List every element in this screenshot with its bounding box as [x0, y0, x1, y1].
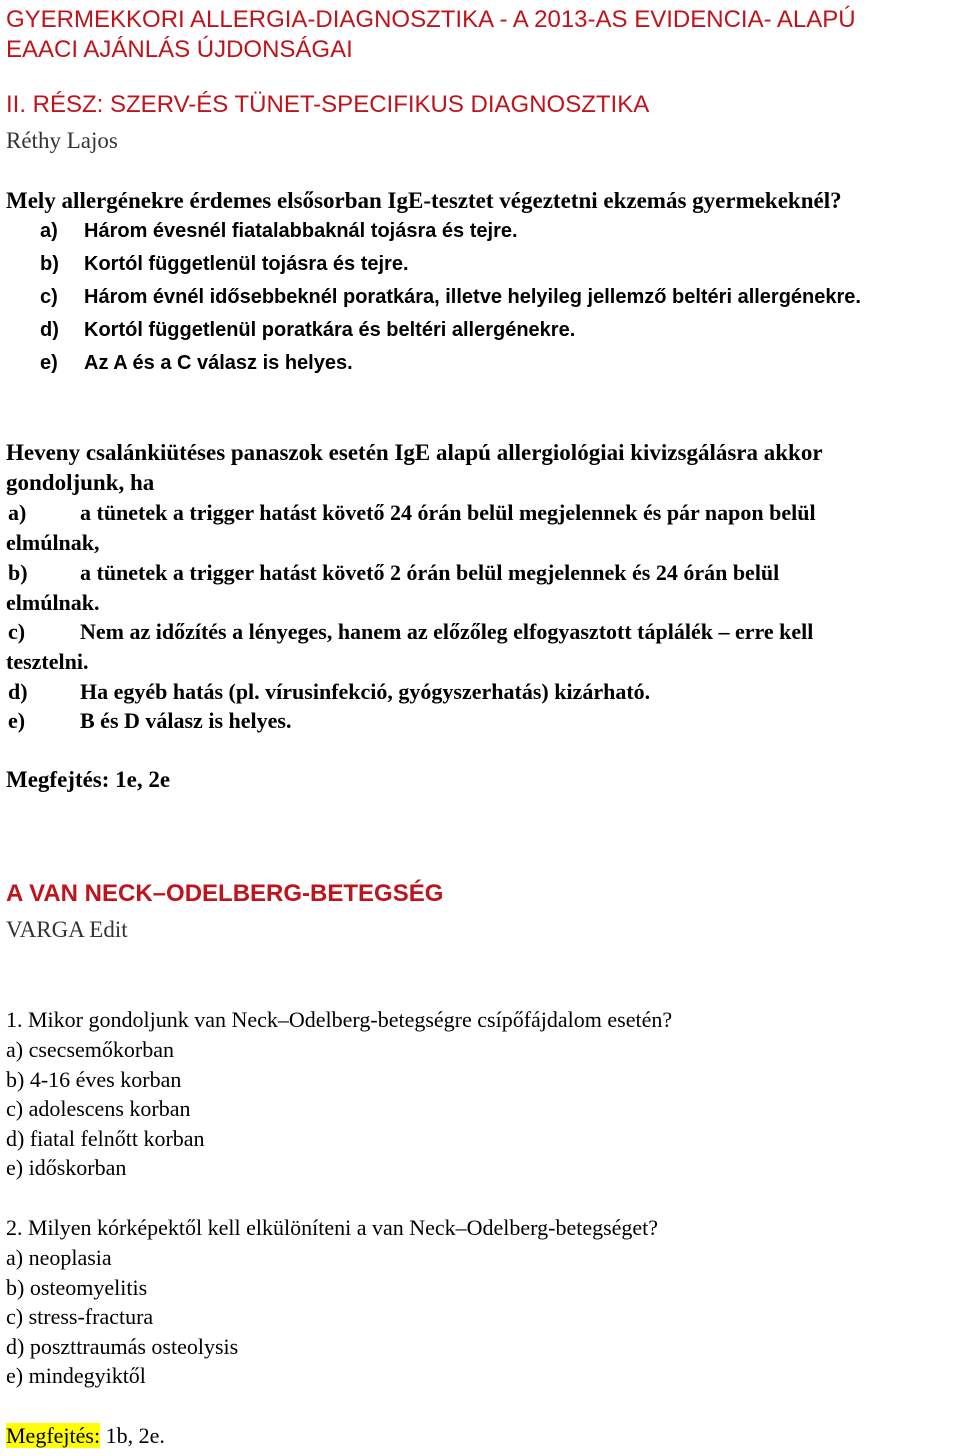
q3-option-d: d) fiatal felnőtt korban	[6, 1126, 205, 1151]
q2-option-b-cont: elmúlnak.	[6, 590, 100, 615]
q2-option-b	[0, 560, 960, 590]
q1-option-a	[0, 220, 960, 250]
section-author: VARGA Edit	[6, 917, 128, 942]
option-key: c)	[8, 619, 26, 644]
option-text: B és D válasz is helyes.	[80, 708, 292, 733]
q2-option-c-cont: tesztelni.	[6, 649, 89, 674]
option-key: c)	[40, 286, 58, 308]
q2-option-a	[0, 500, 960, 530]
option-key: d)	[40, 319, 59, 341]
q3-question: 1. Mikor gondoljunk van Neck–Odelberg-betegségre csípőfájdalom esetén?	[6, 1007, 673, 1032]
q3-option-e: e) időskorban	[6, 1155, 127, 1180]
q1-option-b	[0, 253, 960, 283]
option-text: Kortól függetlenül poratkára és beltéri allergénekre.	[84, 319, 576, 341]
option-key: b)	[40, 253, 59, 275]
document-title-line-1: GYERMEKKORI ALLERGIA-DIAGNOSZTIKA - A 2013-AS EVIDENCIA- ALAPÚ	[6, 6, 856, 33]
q2-question-line-1: Heveny csalánkiütéses panaszok esetén IgE alapú allergiológiai kivizsgálásra akkor	[6, 440, 823, 465]
option-text: Nem az időzítés a lényeges, hanem az előzőleg elfogyasztott táplálék – erre kell	[80, 619, 814, 644]
q4-question: 2. Milyen kórképektől kell elkülöníteni a van Neck–Odelberg-betegséget?	[6, 1215, 659, 1240]
option-text: Kortól függetlenül tojásra és tejre.	[84, 253, 409, 275]
q4-option-b: b) osteomyelitis	[6, 1275, 148, 1300]
q2-option-a-cont: elmúlnak,	[6, 530, 100, 555]
q1-option-d	[0, 319, 960, 349]
q4-option-e: e) mindegyiktől	[6, 1363, 146, 1388]
q2-option-d	[0, 679, 960, 709]
q1-option-e	[0, 352, 960, 382]
option-key: e)	[40, 352, 58, 374]
option-text: Három évnél idősebbeknél poratkára, illetve helyileg jellemző beltéri allergénekre.	[84, 286, 861, 308]
q2-question-line-2: gondoljunk, ha	[6, 470, 155, 495]
q3-option-c: c) adolescens korban	[6, 1096, 191, 1121]
option-text: a tünetek a trigger hatást követő 24 órán belül megjelennek és pár napon belül	[80, 500, 816, 525]
author-name: Réthy Lajos	[6, 128, 118, 153]
option-key: b)	[8, 560, 28, 585]
option-key: d)	[8, 679, 28, 704]
q4-option-a: a) neoplasia	[6, 1245, 112, 1270]
solution-value: 1b, 2e.	[100, 1423, 165, 1448]
q2-option-e	[0, 708, 960, 738]
q3-option-a: a) csecsemőkorban	[6, 1037, 174, 1062]
option-key: a)	[8, 500, 27, 525]
option-key: a)	[40, 220, 58, 242]
q3-option-b: b) 4-16 éves korban	[6, 1067, 182, 1092]
section-title: A VAN NECK–ODELBERG-BETEGSÉG	[6, 880, 444, 907]
option-text: Három évesnél fiatalabbaknál tojásra és tejre.	[84, 220, 518, 242]
q4-option-d: d) poszttraumás osteolysis	[6, 1334, 239, 1359]
option-text: a tünetek a trigger hatást követő 2 órán belül megjelennek és 24 órán belül	[80, 560, 780, 585]
q1-question: Mely allergénekre érdemes elsősorban IgE-tesztet végeztetni ekzemás gyermekeknél?	[6, 188, 842, 213]
q4-option-c: c) stress-fractura	[6, 1304, 154, 1329]
option-text: Az A és a C válasz is helyes.	[84, 352, 353, 374]
q1-option-c	[0, 286, 960, 316]
solution-1: Megfejtés: 1e, 2e	[6, 767, 171, 792]
document-title-line-2: EAACI AJÁNLÁS ÚJDONSÁGAI	[6, 36, 353, 63]
q2-option-c	[0, 619, 960, 649]
part-title: II. RÉSZ: SZERV-ÉS TÜNET-SPECIFIKUS DIAGNOSZTIKA	[6, 91, 650, 118]
option-text: Ha egyéb hatás (pl. vírusinfekció, gyógyszerhatás) kizárható.	[80, 679, 651, 704]
solution-2	[6, 1423, 165, 1449]
solution-label: Megfejtés:	[6, 1423, 101, 1448]
option-key: e)	[8, 708, 26, 733]
